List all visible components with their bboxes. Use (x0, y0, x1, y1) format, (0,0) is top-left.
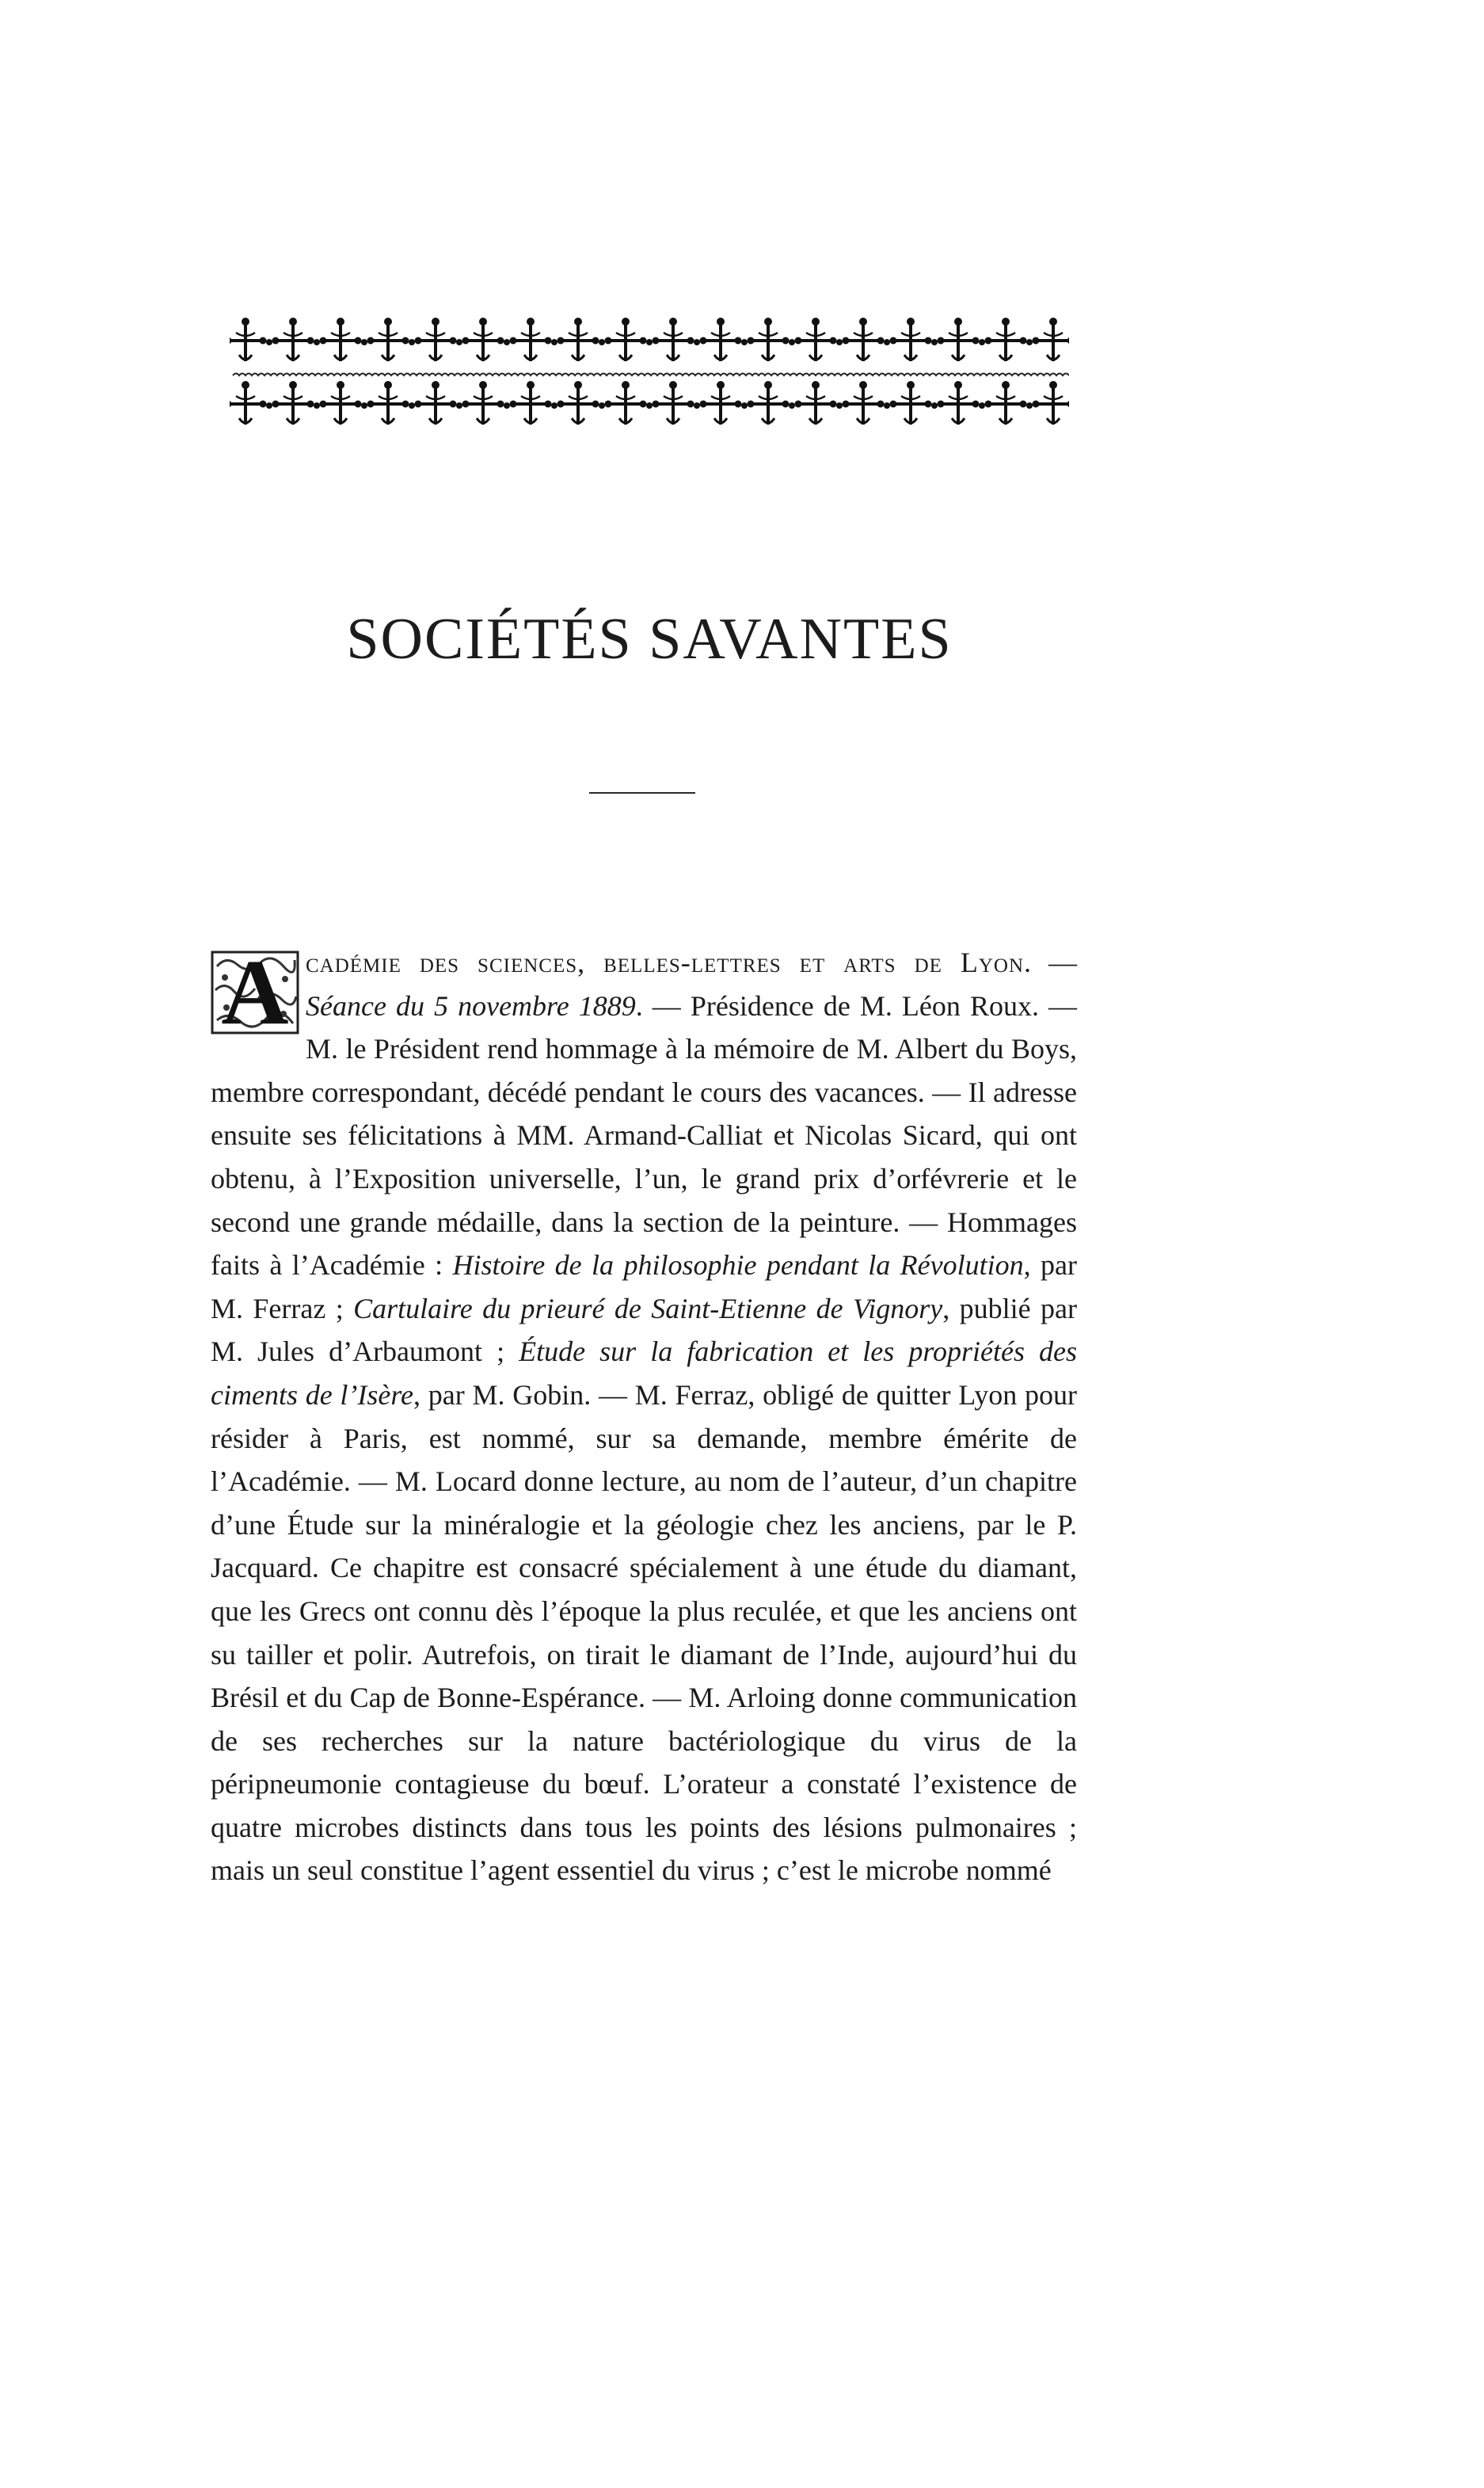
drop-cap (211, 940, 299, 1044)
fleuron-icon (843, 318, 885, 361)
fleuron-icon (1033, 381, 1070, 425)
text-run: , par M. Gobin. — M. Ferraz, obligé de quitter Lyon pour résider à Paris, est nommé, sur sa demande, membre émérite de l’Académie. — M. Locard donne lecture, au nom de l’auteur, d’un chapitre d’une Étude sur la minéralogie et la géologie chez les anciens, par le P. Jacquard. Ce chapitre est consacré spécialement à une étude du diamant, que les Grecs ont connu dès l’époque la plus reculée, et que les anciens ont su tailler et polir. Autrefois, on tirait le diamant de l’Inde, aujourd’hui du Brésil et du Cap de Bonne-Espérance. — M. Arloing donne communication de ses recherches sur la nature bactériologique du virus de la péripneumonie contagieuse du bœuf. L’orateur a constaté l’existence de quatre microbes distincts dans tous les points des lésions pulmonaires ; mais un seul constitue l’agent essentiel du virus ; c’est le microbe nommé (211, 1378, 1077, 1887)
text-run: . — Présidence de M. Léon Roux. — M. le Président rend hommage à la mémoire de M. Albert du Boys, membre correspondant, décédé pendant le cours des vacances. — Il adresse ensuite ses félicitations à MM. Armand-Calliat et Nicolas Sicard, qui ont obtenu, à l’Exposition universelle, l’un, le grand prix d’orfévrerie et le second une grande médaille, dans la section de la peinture. — Hommages faits à l’Académie : (211, 989, 1078, 1282)
fleuron-icon (605, 318, 647, 361)
ornament-dot (1026, 402, 1033, 409)
fleuron-icon (557, 381, 599, 425)
ornament-dot (931, 339, 938, 345)
text-run: . — (1024, 947, 1078, 978)
ornament-dot (361, 339, 367, 345)
book-title: Cartulaire du prieuré de Saint-Etienne de Vignory (353, 1292, 943, 1324)
ornament-dot (551, 339, 557, 345)
fleuron-icon (748, 318, 790, 361)
text-run: , par M. Ferraz ; (211, 1249, 1078, 1324)
text-run: , publié par M. Jules d’Arbaumont ; (211, 1292, 1077, 1368)
fleuron-icon (415, 318, 457, 361)
ornament-dot (599, 339, 605, 345)
ornament-dot (1026, 339, 1033, 345)
fleuron-icon (230, 381, 267, 425)
fleuron-icon (653, 318, 694, 361)
fleuron-icon (272, 381, 314, 425)
fleuron-icon (510, 318, 552, 361)
session-date: Séance du 5 novembre 1889 (306, 989, 636, 1022)
page-title: SOCIÉTÉS SAVANTES (346, 607, 953, 672)
ornament-dot (741, 339, 748, 345)
fleuron-icon (938, 381, 980, 425)
fleuron-icon (462, 381, 504, 425)
ornament-dot (694, 339, 700, 345)
ornament-dot (979, 402, 985, 409)
book-title: Étude sur la fabrication et les propriétés des ciments de l’Isère (211, 1335, 1077, 1411)
ornament-dot (789, 402, 795, 409)
fleuron-icon (748, 381, 790, 425)
ornament-dot (931, 402, 938, 409)
fleuron-icon (700, 381, 742, 425)
ornament-dot (884, 402, 890, 409)
fleuron-icon (985, 381, 1027, 425)
fleuron-icon (795, 381, 837, 425)
ornament-dot (741, 402, 748, 409)
fleuron-icon (557, 318, 599, 361)
fleuron-icon (843, 381, 885, 425)
ornament-dot (314, 339, 320, 345)
ornament-dot (551, 402, 557, 409)
fleuron-border-ornament (230, 315, 1069, 434)
fleuron-icon (1033, 318, 1070, 361)
ornament-dot (266, 402, 272, 409)
fleuron-icon (985, 318, 1027, 361)
book-title: Histoire de la philosophie pendant la Révolution (452, 1249, 1024, 1282)
fleuron-icon (230, 318, 267, 361)
fleuron-icon (367, 381, 409, 425)
fleuron-icon (653, 381, 694, 425)
ornament-dot (361, 402, 367, 409)
ornament-dot (504, 339, 510, 345)
fleuron-icon (890, 381, 932, 425)
title-divider (589, 792, 695, 794)
ornament-dot (836, 339, 843, 345)
fleuron-icon (938, 318, 980, 361)
fleuron-icon (700, 318, 742, 361)
fleuron-icon (272, 318, 314, 361)
fleuron-icon (320, 381, 362, 425)
fleuron-icon (415, 381, 457, 425)
fleuron-border-icon (230, 315, 1069, 434)
ornament-dot (694, 402, 700, 409)
fleuron-icon (795, 318, 837, 361)
ornament-dot (456, 402, 462, 409)
fleuron-icon (320, 318, 362, 361)
fleuron-icon (367, 318, 409, 361)
ornament-dot (599, 402, 605, 409)
ornament-dot (266, 339, 272, 345)
society-name: cadémie des sciences, belles-lettres et arts de Lyon (306, 947, 1025, 978)
ornament-dot (836, 402, 843, 409)
ornament-dot (646, 402, 653, 409)
fleuron-icon (890, 318, 932, 361)
ornament-dot (789, 339, 795, 345)
ornament-dot (409, 339, 415, 345)
ornament-dot (646, 339, 653, 345)
article-paragraph (211, 941, 1077, 1892)
fleuron-icon (510, 381, 552, 425)
ornament-dot (456, 339, 462, 345)
drop-cap-letter: A (221, 940, 289, 1044)
ornament-dot (314, 402, 320, 409)
fleuron-icon (605, 381, 647, 425)
ornament-dot (884, 339, 890, 345)
ornament-dot (409, 402, 415, 409)
ornament-dot (979, 339, 985, 345)
wavy-rule (233, 374, 1069, 376)
fleuron-icon (462, 318, 504, 361)
ornament-dot (504, 402, 510, 409)
